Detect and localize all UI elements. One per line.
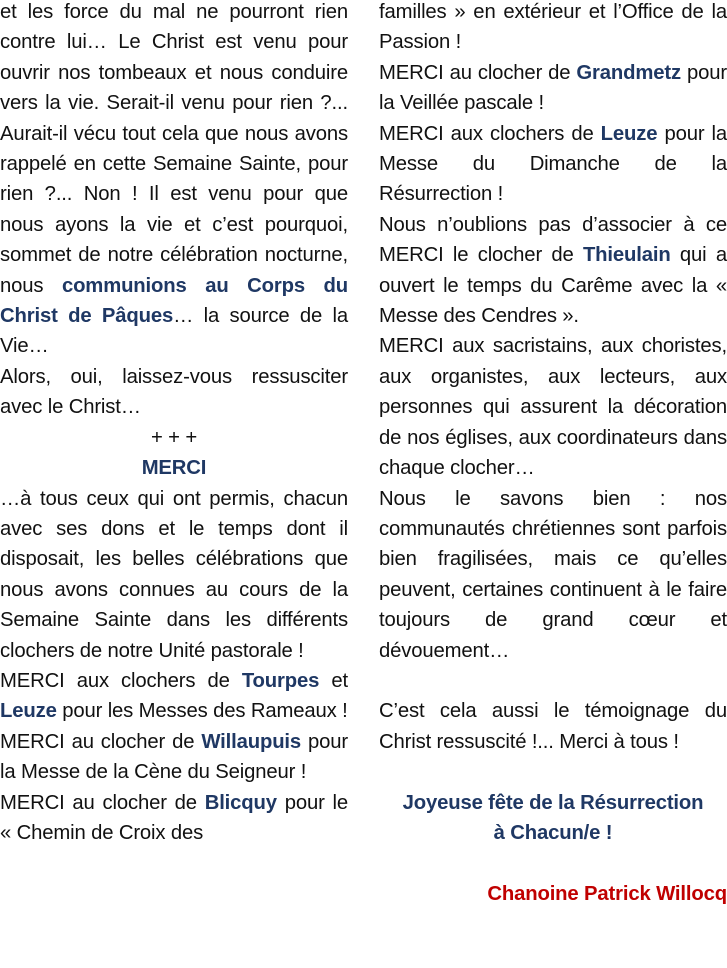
- paragraph-merci-chemin-croix: MERCI au clocher de Blicquy pour le « Chemin de Croix des: [0, 791, 349, 844]
- paragraph-merci-veillee: MERCI au clocher de Grandmetz pour la Veillée pascale !: [379, 61, 727, 115]
- paragraph-resurrect: Alors, oui, laissez-vous ressusciter avec le Christ…: [0, 365, 348, 419]
- spacer: [379, 848, 727, 878]
- place-blicquy: Blicquy: [204, 791, 277, 814]
- paragraph-christ-life: et les force du mal ne pourront rien contre lui… Le Christ est venu pour ouvrir nos tombeaux et nous conduire vers la vie. Serait-il venu pour rien ?... Aurait-il vécu tout cela que nous avons rappelé en cette Semaine Sainte, pour rien ?... Non ! Il est venu pour que nous ayons la vie et c’est pourquoi, sommet de notre célébration nocturne, nous communions au Corps du Christ de Pâques… la source de la Vie…: [0, 1, 348, 358]
- paragraph-thieulain: Nous n’oublions pas d’associer à ce MERCI le clocher de Thieulain qui a ouvert le temps du Carême avec la « Messe des Cendres ».: [379, 213, 727, 328]
- paragraph-communities: Nous le savons bien : nos communautés chrétiennes sont parfois bien fragilisées, mais ce qu’elles peuvent, certaines continuent à le faire toujours de grand cœur et dévouement…: [379, 487, 727, 662]
- left-column: [0, 0, 348, 848]
- place-grandmetz: Grandmetz: [576, 61, 682, 84]
- separator: + + +: [150, 426, 198, 449]
- place-thieulain: Thieulain: [582, 244, 671, 267]
- paragraph-merci-volunteers: MERCI aux sacristains, aux choristes, aux organistes, aux lecteurs, aux personnes qui assurent la décoration de nos églises, aux coordinateurs dans chaque clocher…: [379, 335, 727, 480]
- place-leuze: Leuze: [0, 700, 57, 723]
- place-willaupuis: Willaupuis: [201, 730, 302, 753]
- merci-heading: MERCI: [141, 457, 207, 480]
- paragraph-merci-cene: MERCI au clocher de Willaupuis pour la Messe de la Cène du Seigneur !: [0, 730, 349, 784]
- easter-wish-line-1: Joyeuse fête de la Résurrection: [402, 791, 704, 814]
- paragraph-merci-rameaux: MERCI aux clochers de Tourpes et Leuze pour les Messes des Rameaux !: [0, 669, 348, 723]
- paragraph-merci-resurrection: MERCI aux clochers de Leuze pour la Messe du Dimanche de la Résurrection !: [379, 122, 727, 206]
- place-tourpes: Tourpes: [241, 669, 320, 692]
- communion-emphasis: communions au Corps du Christ de Pâques: [0, 274, 348, 328]
- paragraph-familles: familles » en extérieur et l’Office de la Passion !: [379, 1, 727, 54]
- paragraph-testimony: C’est cela aussi le témoignage du Christ ressuscité !... Merci à tous !: [379, 700, 727, 753]
- paragraph-thanks-all: …à tous ceux qui ont permis, chacun avec ses dons et le temps dont il disposait, les belles célébrations que nous avons connues au cours de la Semaine Sainte dans les différents clochers de notre Unité pastorale !: [0, 487, 348, 662]
- place-leuze-right: Leuze: [600, 122, 658, 145]
- easter-wish-line-2: à Chacun/e !: [493, 821, 613, 844]
- right-column: [379, 0, 727, 909]
- signature: Chanoine Patrick Willocq: [487, 882, 727, 905]
- spacer: [379, 757, 727, 787]
- spacer: [379, 666, 727, 696]
